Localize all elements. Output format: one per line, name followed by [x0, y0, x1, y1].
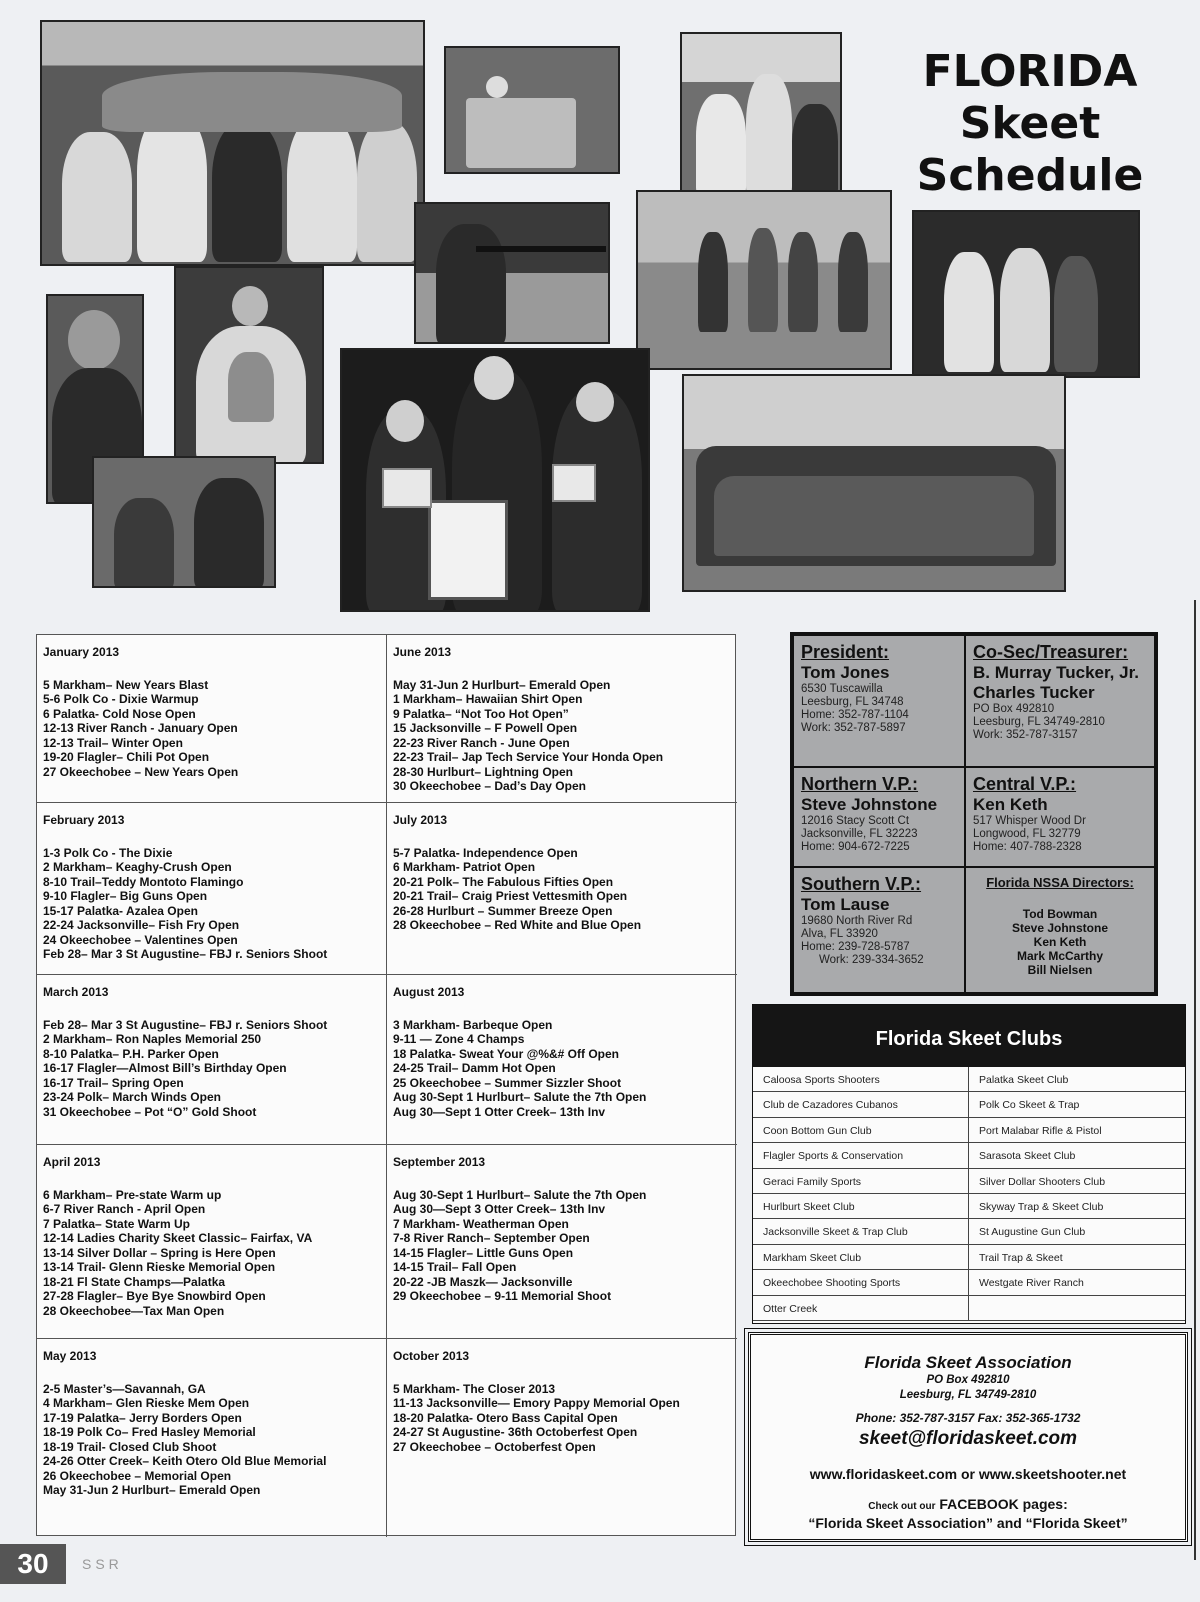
club-item: Trail Trap & Skeet: [969, 1245, 1185, 1270]
association-pobox: PO Box 492810: [926, 1374, 1010, 1386]
event-item: 30 Okeechobee – Dad’s Day Open: [393, 779, 586, 793]
month-title: March 2013: [43, 985, 109, 999]
event-item: 2-5 Master’s—Savannah, GA: [43, 1381, 206, 1396]
event-item: 24-27 St Augustine- 36th Octoberfest Open: [393, 1425, 638, 1439]
month-cell: [37, 635, 387, 803]
month-cell: [387, 975, 737, 1145]
club-item: Club de Cazadores Cubanos: [753, 1092, 969, 1117]
address-line: 6530 Tuscawilla: [801, 683, 883, 695]
event-item: 4 Markham– Glen Rieske Mem Open: [43, 1396, 250, 1410]
phone-line: Home: 239-728-5787: [801, 941, 910, 953]
photo-shooters-night: [912, 210, 1140, 378]
phone-line: Home: 407-788-2328: [973, 841, 1082, 853]
event-item: 6 Markham- Patriot Open: [393, 860, 536, 874]
club-item: Sarasota Skeet Club: [969, 1143, 1185, 1168]
month-title: May 2013: [43, 1349, 97, 1363]
event-item: 18-19 Trail- Closed Club Shoot: [43, 1439, 217, 1454]
event-item: 12-14 Ladies Charity Skeet Classic– Fairfax, VA: [43, 1231, 313, 1245]
office-title: Southern V.P.:: [801, 874, 922, 894]
event-item: 31 Okeechobee – Pot “O” Gold Shoot: [43, 1104, 257, 1119]
event-item: 25 Okeechobee – Summer Sizzler Shoot: [393, 1075, 622, 1090]
event-item: 23-24 Polk– March Winds Open: [43, 1090, 221, 1104]
event-item: 7 Palatka– State Warm Up: [43, 1216, 190, 1231]
event-item: 16-17 Flagler—Almost Bill’s Birthday Open: [43, 1061, 287, 1075]
facebook-page-names[interactable]: “Florida Skeet Association” and “Florida Skeet”: [808, 1515, 1128, 1531]
photo-team-group: [682, 374, 1066, 592]
event-item: 20-21 Polk– The Fabulous Fifties Open: [393, 874, 614, 889]
event-item: 13-14 Trail- Glenn Rieske Memorial Open: [43, 1260, 276, 1274]
month-title: August 2013: [393, 985, 465, 999]
club-item: Okeechobee Shooting Sports: [753, 1270, 969, 1295]
event-list: [393, 1382, 731, 1455]
officer-name: Charles Tucker: [973, 683, 1095, 702]
event-item: 18-21 Fl State Champs—Palatka: [43, 1274, 226, 1289]
club-item: Flagler Sports & Conservation: [753, 1143, 969, 1168]
address-line: 19680 North River Rd: [801, 915, 913, 927]
event-item: 28 Okeechobee – Red White and Blue Open: [393, 918, 642, 932]
clubs-table: [752, 1004, 1186, 1324]
event-item: 8-10 Trail–Teddy Montoto Flamingo: [43, 874, 244, 889]
club-item: Markham Skeet Club: [753, 1245, 969, 1270]
club-item: Otter Creek: [753, 1296, 969, 1321]
publication-name: SSR: [82, 1556, 123, 1572]
directors-list: [973, 907, 1147, 977]
event-item: 28-30 Hurlburt– Lightning Open: [393, 764, 574, 779]
club-item: Hurlburt Skeet Club: [753, 1194, 969, 1219]
officer-central-vp: [964, 766, 1154, 866]
month-title: October 2013: [393, 1349, 470, 1363]
club-item: Port Malabar Rifle & Pistol: [969, 1118, 1185, 1143]
club-item: Jacksonville Skeet & Trap Club: [753, 1219, 969, 1244]
event-item: 28 Okeechobee—Tax Man Open: [43, 1303, 225, 1318]
association-city: Leesburg, FL 34749-2810: [899, 1389, 1037, 1401]
event-item: 24-26 Otter Creek– Keith Otero Old Blue Memorial: [43, 1454, 327, 1468]
event-item: Aug 30—Sept 1 Otter Creek– 13th Inv: [393, 1104, 606, 1119]
event-item: 1-3 Polk Co - The Dixie: [43, 845, 173, 860]
address-line: Longwood, FL 32779: [973, 828, 1081, 840]
officer-northern-vp: [794, 766, 964, 866]
event-list: [43, 846, 380, 962]
club-item: Polk Co Skeet & Trap: [969, 1092, 1185, 1117]
clubs-title: Florida Skeet Clubs: [753, 1005, 1185, 1067]
phone-line: Home: 904-672-7225: [801, 841, 910, 853]
photo-quilt-table: [444, 46, 620, 174]
club-item: [969, 1296, 1185, 1321]
event-item: 22-23 Trail– Jap Tech Service Your Honda Open: [393, 750, 664, 764]
director-name: Mark McCarthy: [1016, 949, 1104, 963]
club-item: Caloosa Sports Shooters: [753, 1067, 969, 1092]
event-item: Aug 30-Sept 1 Hurlburt– Salute the 7th Open: [393, 1187, 647, 1202]
event-item: 14-15 Trail– Fall Open: [393, 1260, 517, 1274]
office-title: Northern V.P.:: [801, 774, 919, 794]
month-cell: [37, 1145, 387, 1339]
association-website-link[interactable]: www.floridaskeet.com or www.skeetshooter.net: [809, 1466, 1127, 1482]
event-item: 12-13 River Ranch - January Open: [43, 721, 238, 735]
event-item: 29 Okeechobee – 9-11 Memorial Shoot: [393, 1289, 612, 1303]
address-line: Leesburg, FL 34748: [801, 696, 904, 708]
association-name: Florida Skeet Association: [864, 1353, 1072, 1372]
director-name: Tod Bowman: [1022, 907, 1098, 921]
event-item: 22-23 River Ranch - June Open: [393, 735, 570, 750]
photo-shooting-line: [636, 190, 892, 370]
title-line-schedule: Schedule: [916, 150, 1144, 201]
event-item: 6 Markham– Pre-state Warm up: [43, 1187, 222, 1202]
phone-line: Work: 239-334-3652: [819, 954, 924, 966]
event-item: 7-8 River Ranch– September Open: [393, 1231, 590, 1245]
page-number: 30: [0, 1544, 66, 1584]
directors-title: Florida NSSA Directors:: [986, 875, 1134, 890]
photo-trophy-winner: [174, 266, 324, 464]
phone-line: Work: 352-787-5897: [801, 722, 906, 734]
event-item: 27 Okeechobee – Octoberfest Open: [393, 1439, 596, 1454]
club-item: Coon Bottom Gun Club: [753, 1118, 969, 1143]
event-item: 6-7 River Ranch - April Open: [43, 1202, 206, 1216]
office-title: Co-Sec/Treasurer:: [973, 642, 1129, 662]
month-title: July 2013: [393, 813, 448, 827]
event-item: 27 Okeechobee – New Years Open: [43, 764, 239, 779]
event-item: 24-25 Trail– Damm Hot Open: [393, 1061, 556, 1075]
officer-name: Steve Johnstone: [801, 795, 938, 814]
event-item: 7 Markham- Weatherman Open: [393, 1216, 569, 1231]
event-item: Feb 28– Mar 3 St Augustine– FBJ r. Seniors Shoot: [43, 947, 328, 961]
month-cell: [387, 803, 737, 975]
event-item: 16-17 Trail– Spring Open: [43, 1075, 184, 1090]
officer-name: B. Murray Tucker, Jr.: [973, 663, 1139, 682]
event-list: [393, 1018, 731, 1120]
event-item: 9-11 — Zone 4 Champs: [393, 1032, 525, 1046]
event-item: 9-10 Flagler– Big Guns Open: [43, 889, 208, 903]
event-item: 22-24 Jacksonville– Fish Fry Open: [43, 918, 240, 932]
event-list: [393, 846, 731, 933]
address-line: Alva, FL 33920: [801, 928, 878, 940]
event-item: 15-17 Palatka- Azalea Open: [43, 903, 198, 918]
address-line: Jacksonville, FL 32223: [801, 828, 918, 840]
event-item: Feb 28– Mar 3 St Augustine– FBJ r. Seniors Shoot: [43, 1017, 328, 1032]
month-cell: [37, 803, 387, 975]
event-item: 9 Palatka– “Not Too Hot Open”: [393, 706, 569, 721]
photo-three-shooters-outdoors: [680, 32, 842, 196]
facebook-pages: [751, 1496, 1185, 1532]
event-item: 1 Markham– Hawaiian Shirt Open: [393, 692, 583, 706]
club-item: Silver Dollar Shooters Club: [969, 1169, 1185, 1194]
event-item: 5 Markham– New Years Blast: [43, 677, 209, 692]
officers-box: [790, 632, 1158, 996]
event-item: 19-20 Flagler– Chili Pot Open: [43, 750, 210, 764]
event-item: 24 Okeechobee – Valentines Open: [43, 932, 238, 947]
event-list: [43, 1382, 380, 1498]
month-cell: [387, 1145, 737, 1339]
event-item: May 31-Jun 2 Hurlburt– Emerald Open: [393, 677, 611, 692]
event-item: Aug 30-Sept 1 Hurlburt– Salute the 7th Open: [393, 1090, 647, 1104]
address-line: 12016 Stacy Scott Ct: [801, 815, 910, 827]
event-item: May 31-Jun 2 Hurlburt– Emerald Open: [43, 1483, 261, 1497]
title-line-florida: FLORIDA: [922, 46, 1138, 97]
officer-name: Tom Lause: [801, 895, 890, 914]
month-title: September 2013: [393, 1155, 486, 1169]
event-item: 18-19 Polk Co– Fred Hasley Memorial: [43, 1425, 256, 1439]
club-item: Geraci Family Sports: [753, 1169, 969, 1194]
event-list: [393, 1188, 731, 1304]
phone-line: Home: 352-787-1104: [801, 709, 909, 721]
association-contact-box: [748, 1332, 1188, 1542]
event-item: 20-22 -JB Maszk— Jacksonville: [393, 1274, 573, 1289]
address-line: 517 Whisper Wood Dr: [973, 815, 1086, 827]
officer-name: Ken Keth: [973, 795, 1048, 814]
event-item: 3 Markham- Barbeque Open: [393, 1017, 553, 1032]
schedule-table: [36, 634, 736, 1536]
facebook-label: FACEBOOK pages:: [939, 1496, 1068, 1512]
club-item: Palatka Skeet Club: [969, 1067, 1185, 1092]
page-title: [900, 46, 1160, 202]
photo-group-under-tent: [40, 20, 425, 266]
association-email-link[interactable]: skeet@floridaskeet.com: [858, 1428, 1078, 1449]
page-edge-divider: [1194, 600, 1196, 1560]
photo-award-presentation: [340, 348, 650, 612]
event-item: 5-6 Polk Co - Dixie Warmup: [43, 692, 199, 706]
officer-name: Tom Jones: [801, 663, 890, 682]
event-list: [43, 1188, 380, 1319]
month-title: June 2013: [393, 645, 452, 659]
photo-shooters-bench: [92, 456, 276, 588]
phone-line: Work: 352-787-3157: [973, 729, 1078, 741]
address-line: Leesburg, FL 34749-2810: [973, 716, 1105, 728]
officer-treasurer: [964, 636, 1154, 766]
event-item: 15 Jacksonville – F Powell Open: [393, 721, 578, 735]
clubs-grid: [753, 1067, 1185, 1321]
event-item: 8-10 Palatka– P.H. Parker Open: [43, 1046, 219, 1061]
event-item: 5 Markham- The Closer 2013: [393, 1381, 556, 1396]
event-item: 2 Markham– Keaghy-Crush Open: [43, 860, 232, 874]
event-item: 18-20 Palatka- Otero Bass Capital Open: [393, 1410, 618, 1425]
event-list: [43, 678, 380, 780]
event-item: 2 Markham– Ron Naples Memorial 250: [43, 1032, 262, 1046]
officer-president: [794, 636, 964, 766]
month-cell: [37, 1339, 387, 1537]
event-item: 26-28 Hurlburt – Summer Breeze Open: [393, 903, 613, 918]
event-item: 18 Palatka- Sweat Your @%&# Off Open: [393, 1046, 619, 1061]
event-item: 14-15 Flagler– Little Guns Open: [393, 1245, 574, 1260]
event-list: [393, 678, 731, 794]
event-item: 5-7 Palatka- Independence Open: [393, 845, 578, 860]
address-line: PO Box 492810: [973, 703, 1055, 715]
photo-shooter-aiming: [414, 202, 610, 344]
month-cell: [387, 1339, 737, 1537]
director-name: Steve Johnstone: [1011, 921, 1109, 935]
officer-southern-vp: [794, 866, 964, 992]
event-item: Aug 30—Sept 3 Otter Creek– 13th Inv: [393, 1202, 606, 1216]
club-item: Westgate River Ranch: [969, 1270, 1185, 1295]
nssa-directors: [964, 866, 1154, 992]
club-item: St Augustine Gun Club: [969, 1219, 1185, 1244]
director-name: Ken Keth: [1033, 935, 1087, 949]
office-title: Central V.P.:: [973, 774, 1077, 794]
office-title: President:: [801, 642, 890, 662]
event-list: [43, 1018, 380, 1120]
month-title: April 2013: [43, 1155, 101, 1169]
title-line-skeet: Skeet: [959, 98, 1101, 149]
month-cell: [37, 975, 387, 1145]
director-name: Bill Nielsen: [1027, 963, 1093, 977]
event-item: 27-28 Flagler– Bye Bye Snowbird Open: [43, 1289, 266, 1303]
event-item: 11-13 Jacksonville— Emory Pappy Memorial Open: [393, 1396, 680, 1410]
event-item: 26 Okeechobee – Memorial Open: [43, 1468, 232, 1483]
event-item: 12-13 Trail– Winter Open: [43, 735, 183, 750]
event-item: 13-14 Silver Dollar – Spring is Here Open: [43, 1245, 276, 1260]
month-cell: [387, 635, 737, 803]
event-item: 6 Palatka- Cold Nose Open: [43, 706, 196, 721]
month-title: January 2013: [43, 645, 120, 659]
event-item: 17-19 Palatka– Jerry Borders Open: [43, 1410, 242, 1425]
facebook-intro: Check out our: [868, 1501, 936, 1512]
club-item: Skyway Trap & Skeet Club: [969, 1194, 1185, 1219]
association-phone: Phone: 352-787-3157 Fax: 352-365-1732: [855, 1411, 1081, 1425]
event-item: 20-21 Trail– Craig Priest Vettesmith Open: [393, 889, 628, 903]
month-title: February 2013: [43, 813, 125, 827]
